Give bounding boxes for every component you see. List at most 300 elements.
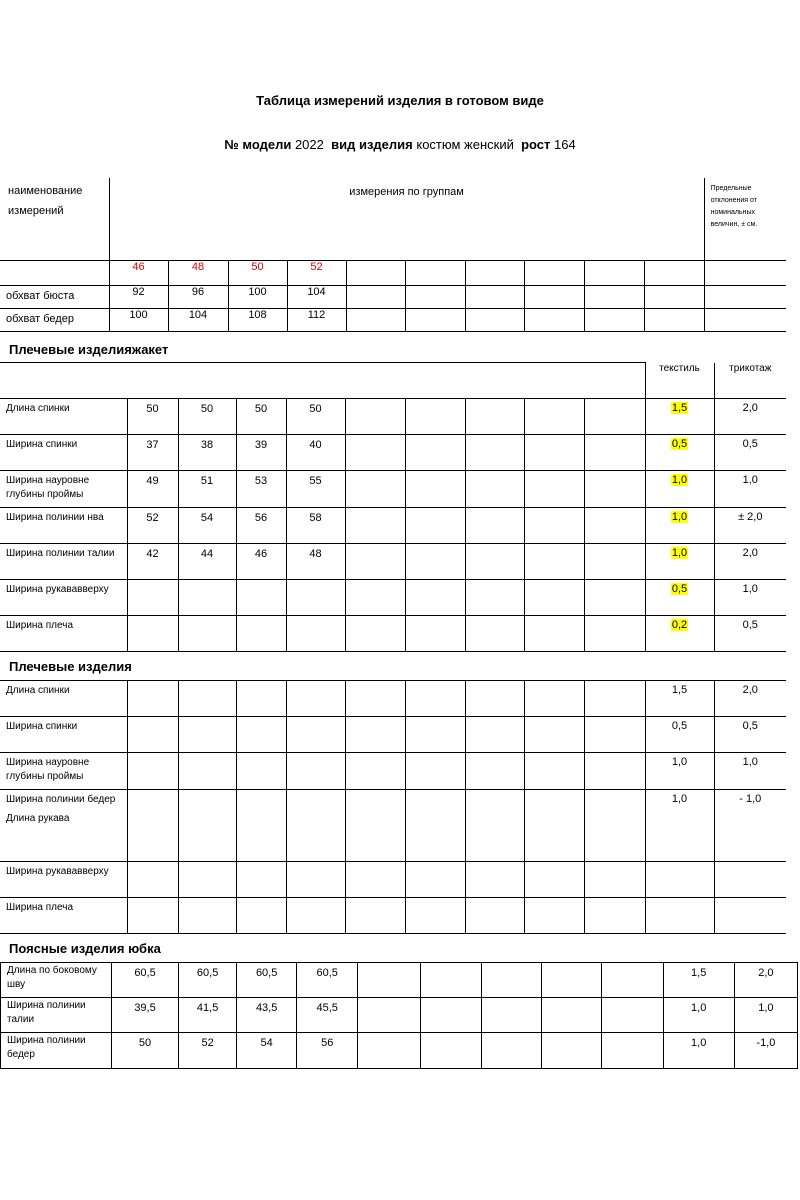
textile-value (646, 862, 714, 865)
table-row (0, 580, 786, 616)
row-label: Ширина спинки (0, 717, 127, 753)
empty-cell (524, 544, 584, 580)
empty-cell (346, 260, 405, 285)
cell-value (286, 399, 345, 435)
row-label: Длина спинки (0, 681, 127, 717)
knit-cell (714, 862, 786, 898)
cell-value (111, 998, 178, 1033)
size-48: 48 (168, 260, 228, 285)
empty-cell (405, 471, 465, 508)
cell-value-text: 55 (309, 475, 322, 487)
empty-cell (465, 898, 524, 934)
cell-value (178, 508, 236, 544)
textile-wrap (646, 544, 714, 559)
cell-value (127, 616, 178, 652)
row-label: Ширина плеча (0, 898, 127, 934)
cell-value (111, 963, 178, 998)
knit-cell (734, 998, 797, 1033)
knit-cell (714, 399, 786, 435)
empty-cell (524, 790, 584, 862)
empty-cell (584, 544, 645, 580)
cell-value: 104 (287, 285, 346, 308)
cell-value-text (237, 616, 286, 620)
knit-value: 2,0 (758, 967, 774, 979)
cell-value-text: 50 (254, 403, 268, 415)
knit-value: 1,0 (758, 1002, 774, 1014)
knit-value: -1,0 (756, 1037, 776, 1049)
row-label: Ширина полинии нва (0, 508, 127, 544)
cell-value: 108 (228, 308, 287, 331)
cell-value (127, 508, 178, 544)
knit-value: 0,5 (742, 438, 758, 450)
knit-cell (714, 616, 786, 652)
empty-cell (405, 285, 465, 308)
empty-cell (178, 790, 236, 862)
table-row (1, 963, 798, 998)
cell-value (178, 580, 236, 616)
empty-cell (584, 898, 645, 934)
groups-header: измерения по группам (109, 178, 704, 260)
textile-wrap (646, 399, 714, 414)
table-row (0, 508, 786, 544)
cell-value-text (179, 616, 236, 620)
empty-cell (345, 753, 405, 790)
empty-cell (524, 898, 584, 934)
empty-cell (405, 399, 465, 435)
empty-cell (584, 508, 645, 544)
cell-value-text: 41,5 (196, 1002, 219, 1014)
table-row (0, 717, 786, 753)
empty-cell (465, 717, 524, 753)
knit-cell (714, 753, 786, 790)
empty-cell (178, 862, 236, 898)
empty-cell (465, 435, 524, 471)
table-row (0, 790, 786, 862)
empty-cell (704, 285, 786, 308)
table-row (0, 862, 786, 898)
cell-value-text: 60,5 (255, 967, 278, 979)
cell-value: 112 (287, 308, 346, 331)
textile-value: 1,0 (671, 793, 688, 805)
knit-cell (734, 963, 797, 998)
textile-cell (645, 862, 714, 898)
row-label: Длина по боковому шву (1, 963, 112, 998)
jacket-header-cell (0, 363, 645, 399)
cell-value (127, 399, 178, 435)
row-label: Ширина науровне глубины проймы (0, 471, 127, 508)
textile-value: 1,0 (671, 474, 688, 486)
empty-cell (482, 998, 542, 1033)
page-subtitle (0, 137, 800, 152)
cell-value: 92 (109, 285, 168, 308)
empty-cell (465, 260, 524, 285)
table-row (0, 435, 786, 471)
empty-cell (465, 616, 524, 652)
textile-wrap (646, 580, 714, 595)
cell-value (236, 580, 286, 616)
empty-cell (524, 681, 584, 717)
model-label: № модели (224, 137, 292, 152)
empty-cell (127, 898, 178, 934)
textile-value (646, 898, 714, 901)
cell-value-text: 44 (200, 548, 214, 560)
empty-cell (286, 790, 345, 862)
empty-cell (465, 508, 524, 544)
textile-value: 0,2 (671, 619, 688, 631)
textile-value: 1,0 (691, 1002, 707, 1014)
cell-value-text: 50 (138, 1037, 152, 1049)
empty-cell (345, 681, 405, 717)
height-value: 164 (554, 137, 576, 152)
cell-value-text: 54 (200, 512, 214, 524)
empty-cell (345, 435, 405, 471)
empty-cell (286, 681, 345, 717)
cell-value (127, 435, 178, 471)
empty-cell (542, 963, 602, 998)
empty-cell (405, 681, 465, 717)
cell-value (237, 1033, 297, 1069)
empty-cell (465, 862, 524, 898)
empty-cell (482, 963, 542, 998)
empty-cell (405, 790, 465, 862)
textile-cell (645, 790, 714, 862)
cell-value (236, 544, 286, 580)
textile-wrap (646, 616, 714, 631)
table-row (0, 753, 786, 790)
row-label: Ширина рукававверху (0, 580, 127, 616)
cell-value (111, 1033, 178, 1069)
knit-cell (734, 1033, 797, 1069)
cell-value-text: 54 (260, 1037, 273, 1049)
cell-value (236, 616, 286, 652)
empty-cell (127, 753, 178, 790)
cell-value (286, 435, 345, 471)
cell-value (178, 544, 236, 580)
textile-wrap (646, 508, 714, 523)
empty-cell (584, 790, 645, 862)
size-50: 50 (228, 260, 287, 285)
empty-cell (358, 998, 421, 1033)
knit-value: 0,5 (742, 720, 758, 732)
empty-cell (465, 580, 524, 616)
cell-value-text (128, 580, 178, 584)
empty-cell (584, 862, 645, 898)
empty-cell (405, 260, 465, 285)
cell-value (127, 580, 178, 616)
cell-value (297, 1033, 358, 1069)
cell-value (286, 508, 345, 544)
textile-value: 1,0 (671, 756, 688, 768)
empty-cell (524, 260, 584, 285)
cell-value-text: 51 (200, 475, 214, 487)
empty-cell (405, 898, 465, 934)
textile-cell (645, 471, 714, 508)
cell-value (286, 616, 345, 652)
size-label-cell (0, 260, 109, 285)
empty-cell (286, 862, 345, 898)
textile-cell (645, 616, 714, 652)
row-label: Ширина полинии талии (0, 544, 127, 580)
cell-value-text: 60,5 (196, 967, 219, 979)
empty-cell (421, 998, 482, 1033)
empty-cell (346, 285, 405, 308)
empty-cell (704, 308, 786, 331)
cell-value-text: 56 (321, 1037, 334, 1049)
cell-value-text: 60,5 (134, 967, 156, 979)
empty-cell (345, 471, 405, 508)
empty-cell (602, 963, 663, 998)
height-label: рост (521, 137, 551, 152)
textile-cell (663, 963, 734, 998)
empty-cell (584, 580, 645, 616)
cell-value (236, 471, 286, 508)
textile-wrap (646, 435, 714, 450)
cell-value-text: 42 (146, 548, 159, 560)
row-label: Ширина плеча (0, 616, 127, 652)
cell-value (237, 998, 297, 1033)
cell-value-text (179, 580, 236, 584)
textile-cell (645, 508, 714, 544)
empty-cell (524, 580, 584, 616)
empty-cell (286, 898, 345, 934)
knit-cell (714, 580, 786, 616)
row-label: обхват бюста (0, 285, 109, 308)
cell-value (178, 399, 236, 435)
section-title-skirt: Поясные изделия юбка (9, 941, 161, 956)
table-row (0, 544, 786, 580)
knit-cell (714, 717, 786, 753)
cell-value-text (287, 580, 345, 584)
row-label: Ширина спинки (0, 435, 127, 471)
cell-value-text: 46 (254, 548, 268, 560)
textile-cell (645, 753, 714, 790)
col-textile: текстиль (645, 363, 714, 399)
skirt-table (0, 962, 798, 1069)
row-label: Длина спинки (0, 399, 127, 435)
textile-value: 1,0 (671, 511, 688, 523)
cell-value (286, 544, 345, 580)
table-row (1, 998, 798, 1033)
row-label: Ширина рукававверху (0, 862, 127, 898)
empty-cell (127, 790, 178, 862)
empty-cell (236, 898, 286, 934)
cell-value-text (287, 616, 345, 620)
empty-cell (178, 717, 236, 753)
empty-cell (584, 399, 645, 435)
textile-value: 0,5 (671, 583, 688, 595)
empty-cell (465, 399, 524, 435)
empty-cell (524, 862, 584, 898)
cell-value-text: 38 (200, 439, 214, 451)
empty-cell (345, 616, 405, 652)
empty-cell (178, 681, 236, 717)
empty-cell (236, 790, 286, 862)
empty-cell (421, 963, 482, 998)
model-value: 2022 (294, 137, 324, 152)
cell-value-text: 49 (146, 475, 159, 487)
empty-cell (345, 399, 405, 435)
cell-value-text: 37 (146, 439, 159, 451)
knit-value: 0,5 (742, 619, 758, 631)
cell-value-text: 50 (309, 403, 322, 415)
knit-value: ± 2,0 (738, 511, 763, 523)
cell-value (127, 471, 178, 508)
empty-cell (465, 790, 524, 862)
textile-value: 0,5 (671, 438, 688, 450)
textile-cell (663, 998, 734, 1033)
section-title-jacket: Плечевые изделияжакет (9, 342, 169, 357)
empty-cell (345, 898, 405, 934)
empty-cell (345, 580, 405, 616)
empty-cell (524, 717, 584, 753)
cell-value (236, 508, 286, 544)
empty-cell (584, 471, 645, 508)
textile-cell (663, 1033, 734, 1069)
empty-cell (178, 898, 236, 934)
row-label: Ширина полинии талии (1, 998, 112, 1033)
empty-cell (465, 681, 524, 717)
knit-value: 2,0 (742, 547, 758, 559)
empty-cell (482, 1033, 542, 1069)
cell-value (236, 435, 286, 471)
row-label-line: Ширина полинии бедер (6, 794, 116, 805)
empty-cell (465, 471, 524, 508)
cell-value (286, 580, 345, 616)
cell-value-text: 43,5 (255, 1002, 278, 1014)
empty-cell (524, 508, 584, 544)
textile-value: 1,5 (671, 402, 688, 414)
name-header: наименование измерений (0, 178, 109, 260)
row-label (0, 790, 127, 862)
table-row (0, 616, 786, 652)
empty-cell (236, 862, 286, 898)
empty-cell (584, 717, 645, 753)
empty-cell (358, 963, 421, 998)
cell-value-text: 50 (200, 403, 214, 415)
empty-cell (345, 544, 405, 580)
empty-cell (127, 717, 178, 753)
table-row (0, 898, 786, 934)
section-title-shoulder: Плечевые изделия (9, 659, 132, 674)
knit-value: 1,0 (742, 583, 758, 595)
cell-value (297, 963, 358, 998)
empty-cell (584, 260, 644, 285)
empty-cell (127, 681, 178, 717)
textile-value: 1,0 (671, 547, 688, 559)
cell-value (179, 998, 237, 1033)
cell-value-text: 48 (309, 548, 322, 560)
empty-cell (286, 753, 345, 790)
knit-value (715, 898, 787, 901)
empty-cell (346, 308, 405, 331)
empty-cell (345, 717, 405, 753)
empty-cell (465, 544, 524, 580)
empty-cell (405, 616, 465, 652)
textile-value: 1,5 (691, 967, 707, 979)
empty-cell (405, 580, 465, 616)
cell-value (178, 435, 236, 471)
row-label-line: Длина рукава (6, 813, 70, 824)
cell-value-text: 56 (254, 512, 268, 524)
cell-value-text (128, 616, 178, 620)
cell-value-text: 58 (309, 512, 322, 524)
cell-value (178, 616, 236, 652)
empty-cell (405, 308, 465, 331)
empty-cell (524, 399, 584, 435)
empty-cell (602, 1033, 663, 1069)
cell-value-text: 53 (254, 475, 268, 487)
textile-wrap (646, 471, 714, 486)
knit-value: 2,0 (742, 402, 758, 414)
textile-value: 1,5 (671, 684, 688, 696)
shoulder-table (0, 680, 786, 934)
knit-value: 1,0 (742, 756, 758, 768)
cell-value: 96 (168, 285, 228, 308)
textile-cell (645, 681, 714, 717)
empty-cell (405, 717, 465, 753)
empty-cell (358, 1033, 421, 1069)
cell-value-text: 52 (146, 512, 159, 524)
empty-cell (584, 753, 645, 790)
row-label: Ширина полинии бедер (1, 1033, 112, 1069)
row-label: обхват бедер (0, 308, 109, 331)
empty-cell (465, 285, 524, 308)
empty-cell (236, 717, 286, 753)
empty-cell (405, 544, 465, 580)
empty-cell (421, 1033, 482, 1069)
row-label: Ширина науровне глубины проймы (0, 753, 127, 790)
empty-cell (524, 435, 584, 471)
empty-cell (465, 308, 524, 331)
cell-value: 104 (168, 308, 228, 331)
table-row (0, 399, 786, 435)
cell-value-text: 40 (309, 439, 322, 451)
knit-value: 2,0 (742, 684, 758, 696)
empty-cell (524, 285, 584, 308)
empty-cell (542, 998, 602, 1033)
knit-value: - 1,0 (739, 793, 762, 805)
empty-cell (644, 260, 704, 285)
textile-cell (645, 544, 714, 580)
empty-cell (286, 717, 345, 753)
cell-value (178, 471, 236, 508)
cell-value (179, 963, 237, 998)
empty-cell (405, 862, 465, 898)
empty-cell (602, 998, 663, 1033)
empty-cell (584, 435, 645, 471)
deviation-header: Предельные отклонения от номинальных величин, ± см. (704, 178, 786, 260)
table-row (0, 471, 786, 508)
empty-cell (405, 435, 465, 471)
empty-cell (644, 308, 704, 331)
empty-cell (345, 790, 405, 862)
textile-value: 1,0 (691, 1037, 707, 1049)
empty-cell (524, 471, 584, 508)
size-46: 46 (109, 260, 168, 285)
cell-value-text: 39,5 (134, 1002, 156, 1014)
empty-cell (178, 753, 236, 790)
knit-cell (714, 790, 786, 862)
table-row (1, 1033, 798, 1069)
cell-value (179, 1033, 237, 1069)
cell-value: 100 (109, 308, 168, 331)
knit-cell (714, 544, 786, 580)
col-knit: трикотаж (714, 363, 786, 399)
label-wrap (6, 793, 127, 826)
empty-cell (644, 285, 704, 308)
table-row (0, 681, 786, 717)
empty-cell (524, 753, 584, 790)
